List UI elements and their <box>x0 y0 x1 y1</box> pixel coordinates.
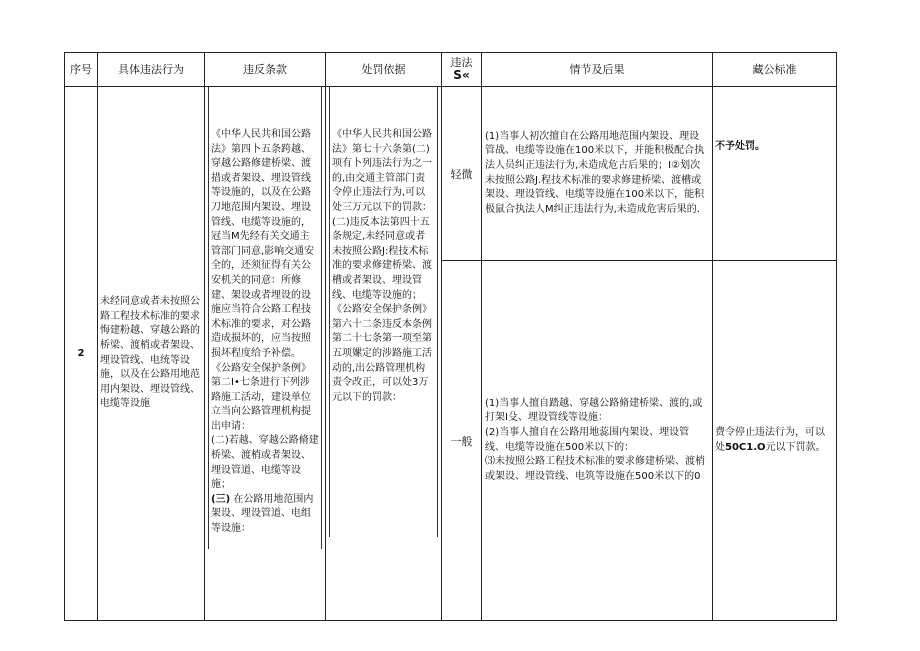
row-seq: 2 <box>65 87 98 621</box>
table-row-light <box>65 87 837 261</box>
standard-general-prefix: 费令停止违法行为，可以处 <box>715 426 825 453</box>
basis-text: 《中华人民共和国公路法》第七十六条第(二)项有卜列违法行为之一的,由交通主管部门责令停止违法行为,可以处三万元以下的罚款：(二)违反本法第四十五条规定,未经同意或者未按照公路J:程技术标准的要求修建桥梁、渡槽或者架设、埋设管线、电缆等设施的；《公路安全保护条例》第六十二条违反本条例第二十七条第一项至第五项嫘定的涉路施工活动的,出公路管理机构责令改正，可以处3万元以下的罚款： <box>332 129 432 403</box>
standard-light-cell <box>713 87 837 261</box>
standard-general-suffix: 元以下罚款。 <box>765 441 826 453</box>
header-plot: 情节及后果 <box>482 53 713 87</box>
standard-general-cell <box>713 261 837 621</box>
header-seq: 序号 <box>65 53 98 87</box>
standard-general-amount: 50C1.O <box>725 441 766 453</box>
plot-light-text: (1)当事人初次擅自在公路用地范围内架设、理设管战、电缆等设施在100米以下，并能积极配合执法人员纠正违法行为,未造成危古后果的；I②划次未按照公路J.程技术标准的要求修建桥梁、渡槽或架设、理设管线、电缆等设施在100米以下，能积极鼠合执法人M纠正违法行为,未造成危害后果的. <box>485 130 705 215</box>
header-row <box>65 53 837 87</box>
article-p4-label: (三) <box>211 493 231 505</box>
header-level-line1: 违法 <box>450 56 473 69</box>
header-action: 具体违法行为 <box>98 53 205 87</box>
standard-general-text <box>713 426 836 455</box>
header-basis: 处罚依据 <box>326 53 442 87</box>
row-action-text: 未经同意或者未按照公路工程技术标准的要求悔建粉越、穿越公路的桥梁、渡梢或者架设、埋设管线、电统等设施，以及在公路用地范用内架设、埋设管线、电缆等设施 <box>100 296 200 410</box>
article-inner-frame <box>208 87 322 549</box>
plot-general-cell <box>482 261 713 621</box>
penalty-standard-table <box>64 52 837 621</box>
header-standard: 藏公标准 <box>713 53 837 87</box>
header-level <box>442 53 482 87</box>
level-general: 一般 <box>442 261 482 621</box>
basis-inner-frame <box>329 87 438 537</box>
header-article: 违反条款 <box>205 53 326 87</box>
level-light: 轻微 <box>442 87 482 261</box>
header-level-line2: S« <box>453 68 470 82</box>
plot-light-cell <box>482 87 713 261</box>
row-basis-cell <box>326 87 442 621</box>
plot-general-1: (1)当事人擅自踏越、穿越公路脩建桥梁、渡的,或打架I殳、埋设管线等设施： <box>485 397 703 424</box>
row-action-cell <box>98 87 205 621</box>
article-p2: 《公路安全保护条例》第二I•七条进行下列涉路施工活动，建设单位立当向公路管理机构提出申请： <box>211 362 311 432</box>
standard-light-text: 不予处罚。 <box>715 141 765 153</box>
plot-general-2: (2)当事人擅自在公路用地蕊围内架设、埋设管线、电缆等设施在500米以下的： <box>485 426 690 453</box>
article-p4 <box>211 493 319 537</box>
article-p3: (二)若越、穿越公路脩建桥梁、渡梢或者架设、埋设管道、电缆等设施； <box>211 435 319 491</box>
article-p1: 《中华人民共和国公路法》第四卜五条跨越、穿越公路修建桥梁、渡措或者架设、埋设管线等设施的，以及在公路刀地范围内架设、埋设管线、电缆等设施的，冠当M先经有关交通主管部门同意,影响交通安全的，还须征得有关公安机关的同意：所修建、架设或者埋设的设施应当符合公路工程技术标准的要求，对公路造成损坏的，应当按照损坏程度给予补偿。 <box>211 129 315 359</box>
plot-general-3: ⑶未按照公路工程技术标准的要求修建桥梁、渡梢或架设、埋设管线、电筑等设施在500米以下的0 <box>485 456 705 482</box>
row-article-cell <box>205 87 326 621</box>
article-p4-text: 在公路用地范围内架设、埋设管道、电组等设施： <box>211 493 314 535</box>
